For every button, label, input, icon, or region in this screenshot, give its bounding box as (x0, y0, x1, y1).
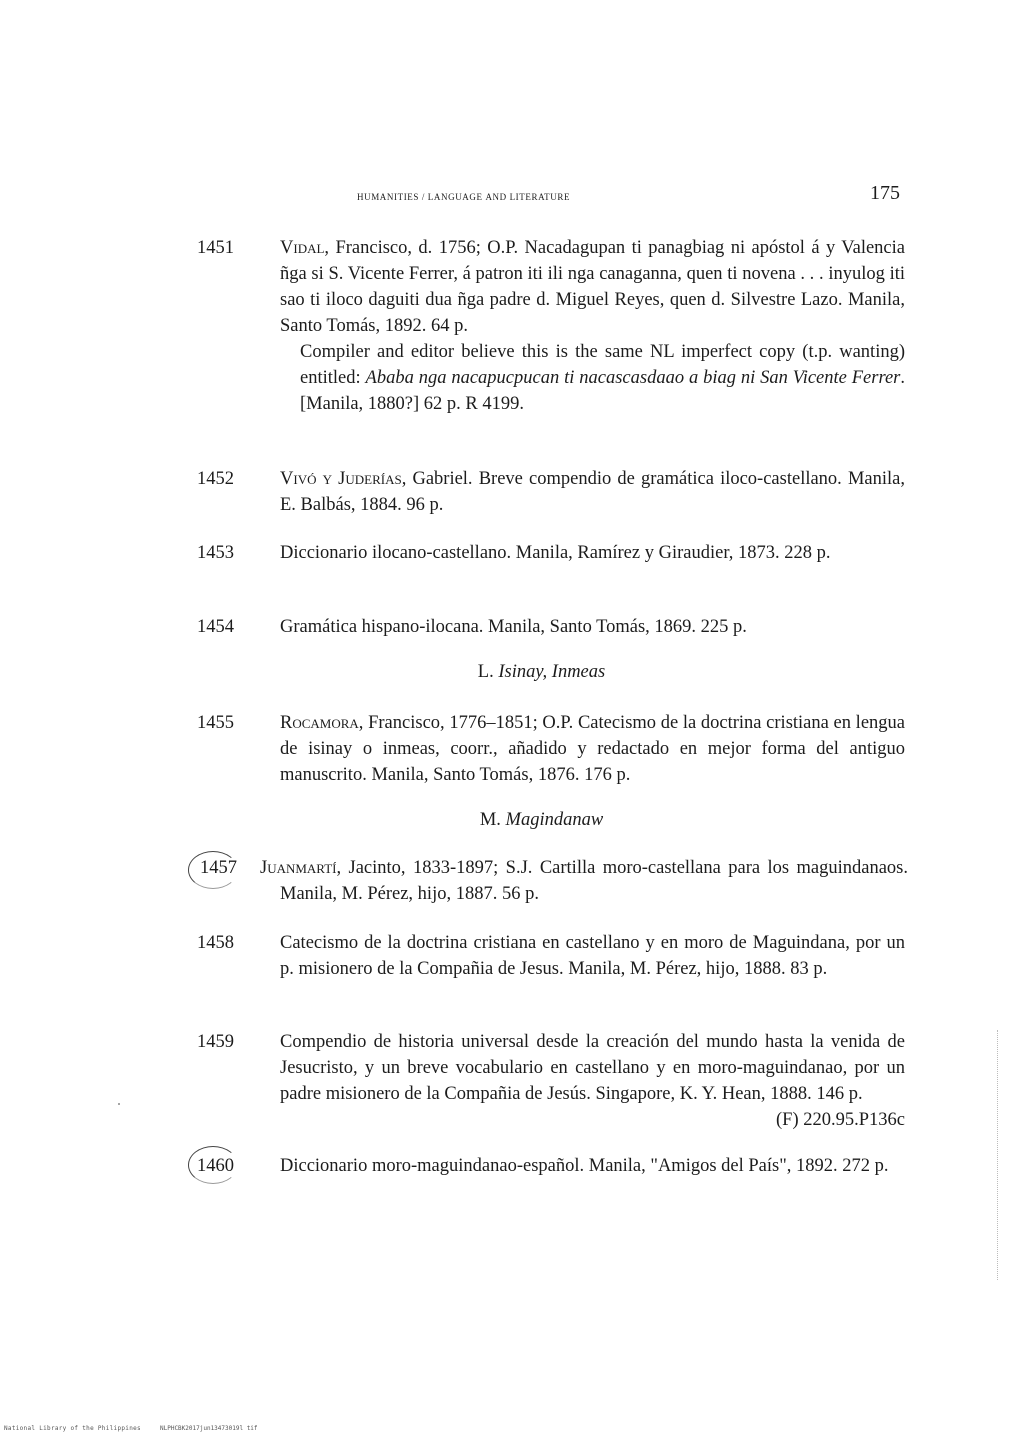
entry-number: 1451 (197, 238, 234, 258)
entry-body (280, 466, 905, 518)
entry-number: 1453 (197, 543, 234, 563)
entry-number: 1455 (197, 713, 234, 733)
entry-author: Vivó y Juderías (280, 469, 402, 489)
entry-number: 1459 (197, 1032, 234, 1052)
entry-number: 1458 (197, 933, 234, 953)
entry-details: Compendio de historia universal desde la creación del mundo hasta la venida de Jesucristo, y un breve vocabulario en castellano y en moro-maguindanao, por un padre misionero de la Compañia de Jesús. Singapore, K. Y. Hean, 1888. 146 p. (280, 1032, 905, 1104)
scan-footer-library: National Library of the Philippines (4, 1425, 141, 1432)
entry-body (280, 235, 905, 339)
note-title: Ababa nga nacapucpucan ti nacascasdaao a biag ni San Vicente Ferrer (365, 368, 901, 388)
entry-number: 1454 (197, 617, 234, 637)
entry-text (280, 930, 905, 982)
entry-1455 (197, 710, 905, 788)
entry-text (280, 1153, 905, 1179)
entry-author: Juanmartí (260, 858, 337, 878)
scan-speck (118, 1103, 120, 1105)
section-letter: M. (479, 810, 501, 830)
note-text-end: . [Manila, 1880?] 62 p. R 4199. (300, 368, 906, 414)
entry-author: Vidal (280, 238, 325, 258)
entry-details: , Francisco, 1776–1851; O.P. Catecismo de la doctrina cristiana en lengua de isinay o inmeas, coorr., añadido y redactado en mejor forma del antiguo manuscrito. Manila, Santo Tomás, 1876. 176 p. (280, 713, 905, 785)
entry-text (280, 614, 905, 640)
entry-text (280, 235, 905, 417)
entry-text (280, 540, 905, 566)
entry-body: Catecismo de la doctrina cristiana en castellano y en moro de Maguindana, por un p. misionero de la Compañia de Jesus. Manila, M. Pérez, hijo, 1888. 83 p. (280, 933, 905, 979)
entry-body: Gramática hispano-ilocana. Manila, Santo Tomás, 1869. 225 p. (280, 617, 747, 637)
section-letter: L. (477, 662, 494, 682)
entry-number: 1457 (200, 858, 237, 878)
page-number: 175 (870, 182, 900, 204)
section-heading-m (0, 810, 1023, 831)
entry-1458 (197, 930, 905, 982)
entry-body (280, 710, 905, 788)
section-title: Magindanaw (505, 810, 604, 830)
note-text: Compiler and editor believe this is the same NL imperfect copy (t.p. wanting) entitled: (300, 342, 905, 388)
entry-1452 (197, 466, 905, 518)
entry-1460 (197, 1153, 905, 1179)
entry-1451 (197, 235, 905, 417)
scan-margin-dots (997, 1030, 999, 1280)
section-title: Isinay, Inmeas (498, 662, 606, 682)
entry-1453 (197, 540, 905, 566)
entry-text (260, 855, 908, 907)
entry-text (280, 710, 905, 788)
entry-1454 (197, 614, 905, 640)
entry-text (280, 1029, 905, 1130)
running-head: humanities / language and literature (357, 188, 571, 203)
entry-note (300, 339, 905, 417)
entry-author: Rocamora (280, 713, 359, 733)
call-number: (F) 220.95.P136c (776, 1110, 905, 1130)
entry-details: , Jacinto, 1833-1897; S.J. Cartilla moro-castellana para los maguindanaos. Manila, M. Pérez, hijo, 1887. 56 p. (280, 858, 908, 904)
entry-body (280, 1029, 905, 1130)
entry-number: 1460 (197, 1156, 234, 1176)
entry-body: Diccionario moro-maguindanao-español. Manila, "Amigos del País", 1892. 272 p. (280, 1156, 889, 1176)
entry-body: Diccionario ilocano-castellano. Manila, Ramírez y Giraudier, 1873. 228 p. (280, 543, 831, 563)
entry-1457 (200, 855, 908, 907)
section-heading-l (0, 662, 1023, 683)
entry-details: , Gabriel. Breve compendio de gramática iloco-castellano. Manila, E. Balbás, 1884. 96 p. (280, 469, 905, 515)
entry-details: , Francisco, d. 1756; O.P. Nacadagupan ti panagbiag ni apóstol á y Valencia ñga si S. Vicente Ferrer, á patron iti ili nga canaganna, quen ti novena . . . inyulog iti sao ti iloco daguiti dua ñga padre d. Miguel Reyes, quen d. Silvestre Lazo. Manila, Santo Tomás, 1892. 64 p. (280, 238, 905, 336)
entry-1459 (197, 1029, 905, 1133)
entry-number: 1452 (197, 469, 234, 489)
entry-text (280, 466, 905, 518)
scan-footer-file-id: NLPHCBK2017jun13473019l tif (160, 1425, 258, 1432)
entry-body (260, 855, 908, 907)
